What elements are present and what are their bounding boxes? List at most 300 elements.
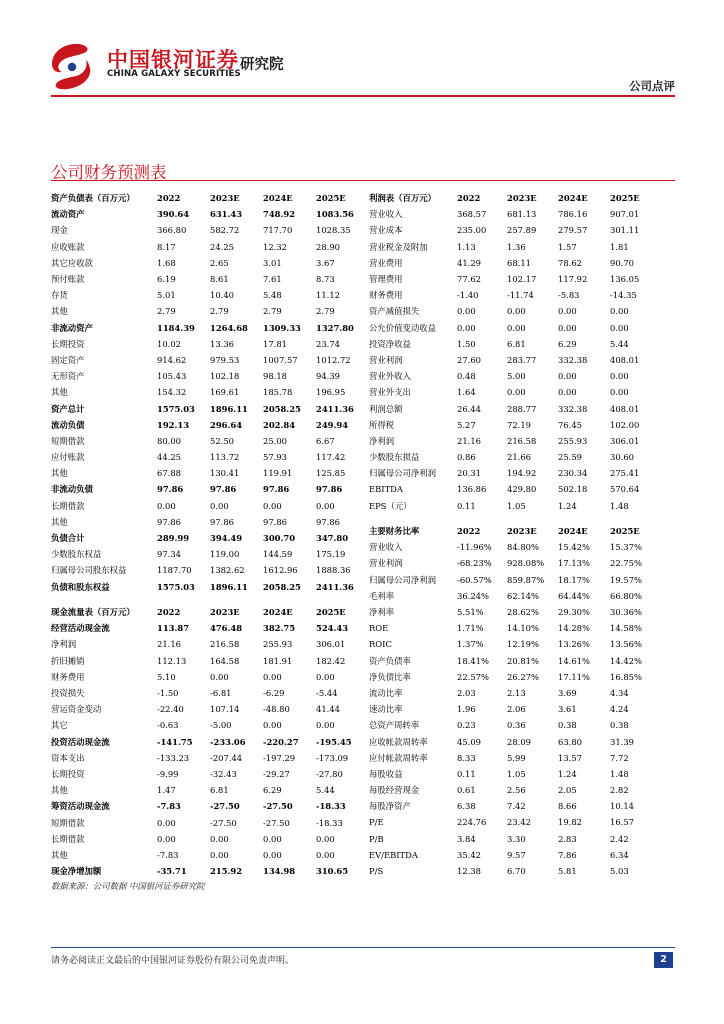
row-label-cell: 投资活动现金流 — [51, 736, 110, 747]
value-cell: 0.00 — [316, 671, 335, 682]
value-cell: 0.00 — [558, 371, 577, 382]
value-cell: 0.00 — [210, 671, 229, 682]
value-cell: 76.45 — [558, 419, 582, 430]
row-label-cell: 财务费用 — [369, 290, 403, 301]
table-row — [51, 368, 373, 384]
row-label-cell: 折旧摊销 — [51, 655, 85, 666]
value-cell: 347.80 — [316, 533, 349, 544]
value-cell: 257.89 — [507, 225, 537, 236]
row-label-cell: 流动资产 — [51, 209, 85, 220]
value-cell: 0.00 — [157, 500, 176, 511]
value-cell: 5.10 — [157, 671, 176, 682]
value-cell: 249.94 — [316, 419, 349, 430]
value-cell: 97.86 — [157, 484, 184, 495]
value-cell: -18.33 — [316, 801, 346, 812]
value-cell: 1.50 — [457, 338, 476, 349]
row-label-cell: 非流动负债 — [51, 484, 93, 495]
row-label-cell: 投资损失 — [51, 688, 85, 699]
table-row — [51, 701, 373, 717]
value-cell: 289.99 — [157, 533, 190, 544]
logo-institute-name: 研究院 — [240, 57, 284, 73]
value-cell: 0.00 — [157, 817, 176, 828]
value-cell: 0.36 — [507, 720, 526, 731]
value-cell: -0.63 — [157, 720, 179, 731]
value-cell: 13.36 — [210, 338, 234, 349]
value-cell: -195.45 — [316, 736, 352, 747]
table-row — [369, 539, 661, 555]
value-cell: 97.34 — [157, 549, 181, 560]
value-cell: 28.90 — [316, 241, 340, 252]
table-row — [51, 620, 373, 636]
row-label-cell: 资产减值损失 — [369, 306, 420, 317]
table-row — [369, 588, 661, 604]
table-row — [51, 685, 373, 701]
value-cell: 12.32 — [263, 241, 287, 252]
value-cell: 26.44 — [457, 403, 481, 414]
value-cell: 36.24% — [457, 590, 489, 601]
table-row — [51, 400, 373, 416]
value-cell: 215.92 — [210, 866, 243, 877]
row-label-cell: 短期借款 — [51, 435, 85, 446]
value-cell: 0.11 — [457, 768, 476, 779]
value-cell: 62.14% — [507, 590, 539, 601]
value-cell: 21.16 — [457, 435, 481, 446]
year-header-cell: 2023E — [210, 193, 240, 204]
value-cell: 0.00 — [210, 500, 229, 511]
value-cell: -6.81 — [210, 688, 232, 699]
row-label-cell: 总资产周转率 — [369, 720, 420, 731]
table-row — [51, 384, 373, 400]
footer-divider — [51, 947, 675, 948]
table-row — [369, 798, 661, 814]
value-cell: 28.09 — [507, 736, 531, 747]
value-cell: 332.38 — [558, 403, 588, 414]
value-cell: 6.67 — [316, 435, 335, 446]
value-cell: 63.80 — [558, 736, 582, 747]
table-row — [51, 433, 373, 449]
value-cell: 570.64 — [610, 484, 640, 495]
cash-flow-table — [51, 604, 373, 879]
table-row — [51, 320, 373, 336]
value-cell: 1612.96 — [263, 565, 298, 576]
value-cell: 97.86 — [316, 516, 340, 527]
value-cell: 0.00 — [558, 387, 577, 398]
year-header-cell: 2023E — [507, 526, 537, 537]
table-header-row — [51, 190, 373, 206]
table-row — [51, 222, 373, 238]
table-title-cell: 资产负债表（百万元） — [51, 193, 135, 204]
value-cell: 117.92 — [558, 274, 588, 285]
value-cell: 97.86 — [210, 516, 234, 527]
value-cell: 631.43 — [210, 209, 243, 220]
value-cell: 41.44 — [316, 704, 340, 715]
value-cell: 72.19 — [507, 419, 531, 430]
table-row — [369, 239, 661, 255]
value-cell: 366.80 — [157, 225, 187, 236]
value-cell: 125.85 — [316, 468, 346, 479]
value-cell: -60.57% — [457, 574, 492, 585]
table-row — [51, 417, 373, 433]
value-cell: 192.13 — [157, 419, 190, 430]
table-row — [51, 814, 373, 830]
table-row — [369, 733, 661, 749]
value-cell: 1.47 — [157, 785, 176, 796]
value-cell: 0.00 — [263, 720, 282, 731]
value-cell: 0.86 — [457, 452, 476, 463]
table-row — [369, 400, 661, 416]
table-title-cell: 利润表（百万元） — [369, 193, 436, 204]
value-cell: 2.79 — [263, 306, 282, 317]
table-row — [369, 717, 661, 733]
row-label-cell: 资本支出 — [51, 752, 85, 763]
row-label-cell: 管理费用 — [369, 274, 403, 285]
value-cell: 2.06 — [507, 704, 526, 715]
table-row — [369, 604, 661, 620]
value-cell: -14.35 — [610, 290, 637, 301]
value-cell: -11.74 — [507, 290, 534, 301]
row-label-cell: 营业外收入 — [369, 371, 411, 382]
value-cell: 8.73 — [316, 274, 335, 285]
row-label-cell: 非流动资产 — [51, 322, 93, 333]
value-cell: 5.27 — [457, 419, 476, 430]
row-label-cell: 每股经营现金 — [369, 785, 420, 796]
table-row — [51, 798, 373, 814]
value-cell: 41.29 — [457, 257, 481, 268]
value-cell: -5.00 — [210, 720, 232, 731]
row-label-cell: 利润总额 — [369, 403, 403, 414]
table-row — [369, 572, 661, 588]
value-cell: -133.23 — [157, 752, 190, 763]
value-cell: 859.87% — [507, 574, 545, 585]
table-row — [51, 271, 373, 287]
table-row — [51, 717, 373, 733]
value-cell: 57.93 — [263, 452, 287, 463]
value-cell: 7.61 — [263, 274, 282, 285]
footer-disclaimer: 请务必阅读正文最后的中国银河证券股份有限公司免责声明。 — [51, 956, 295, 966]
value-cell: 181.91 — [263, 655, 293, 666]
value-cell: 134.98 — [263, 866, 296, 877]
value-cell: 0.00 — [316, 500, 335, 511]
value-cell: 0.00 — [263, 833, 282, 844]
row-label-cell: P/E — [369, 817, 384, 828]
value-cell: 202.84 — [263, 419, 296, 430]
value-cell: 1.05 — [507, 500, 526, 511]
income-statement-table — [369, 190, 661, 514]
row-label-cell: 营业收入 — [369, 209, 403, 220]
value-cell: 0.00 — [316, 720, 335, 731]
table-row — [51, 530, 373, 546]
value-cell: 2411.36 — [316, 581, 354, 592]
row-label-cell: 长期借款 — [51, 833, 85, 844]
value-cell: 502.18 — [558, 484, 588, 495]
value-cell: 717.70 — [263, 225, 293, 236]
value-cell: -7.83 — [157, 849, 179, 860]
value-cell: 30.60 — [610, 452, 634, 463]
value-cell: -22.40 — [157, 704, 184, 715]
row-label-cell: 预付账款 — [51, 274, 85, 285]
table-row — [51, 481, 373, 497]
row-label-cell: 其他 — [51, 516, 68, 527]
value-cell: 194.92 — [507, 468, 537, 479]
row-label-cell: EV/EBITDA — [369, 849, 418, 860]
page-header — [0, 0, 724, 100]
value-cell: 0.00 — [316, 849, 335, 860]
table-row — [51, 734, 373, 750]
table-row — [369, 766, 661, 782]
table-row — [51, 750, 373, 766]
value-cell: 224.76 — [457, 817, 487, 828]
value-cell: 235.00 — [457, 225, 487, 236]
row-label-cell: 流动比率 — [369, 687, 403, 698]
table-row — [369, 555, 661, 571]
row-label-cell: 归属母公司股东权益 — [51, 565, 127, 576]
value-cell: 14.42% — [610, 655, 642, 666]
value-cell: 1184.39 — [157, 322, 195, 333]
value-cell: 5.81 — [558, 866, 577, 877]
value-cell: 21.16 — [157, 639, 181, 650]
value-cell: 22.57% — [457, 671, 489, 682]
value-cell: 5.44 — [316, 785, 335, 796]
value-cell: 102.18 — [210, 371, 240, 382]
value-cell: 19.57% — [610, 574, 642, 585]
value-cell: 748.92 — [263, 209, 296, 220]
value-cell: 0.00 — [610, 387, 629, 398]
value-cell: 182.42 — [316, 655, 346, 666]
value-cell: 154.32 — [157, 387, 187, 398]
value-cell: 68.11 — [507, 257, 531, 268]
value-cell: 84.80% — [507, 542, 539, 553]
row-label-cell: ROE — [369, 623, 389, 634]
row-label-cell: 经营活动现金流 — [51, 623, 110, 634]
table-row — [369, 669, 661, 685]
value-cell: 0.00 — [610, 322, 629, 333]
value-cell: 3.61 — [558, 704, 577, 715]
row-label-cell: 应收账款 — [51, 241, 85, 252]
row-label-cell: 营业利润 — [369, 558, 403, 569]
row-label-cell: 营业收入 — [369, 542, 403, 553]
document-type: 公司点评 — [629, 79, 675, 93]
title-divider — [51, 180, 675, 181]
value-cell: 14.28% — [558, 623, 590, 634]
value-cell: 97.86 — [263, 516, 287, 527]
logo-english-name: CHINA GALAXY SECURITIES — [107, 69, 241, 79]
value-cell: 117.42 — [316, 452, 346, 463]
value-cell: -141.75 — [157, 736, 193, 747]
table-row — [369, 206, 661, 222]
row-label-cell: 长期投资 — [51, 768, 85, 779]
value-cell: 20.81% — [507, 655, 539, 666]
table-row — [51, 653, 373, 669]
value-cell: 30.36% — [610, 607, 642, 618]
value-cell: 2058.25 — [263, 403, 301, 414]
value-cell: 2.82 — [610, 785, 629, 796]
value-cell: 6.29 — [263, 785, 282, 796]
value-cell: 0.00 — [263, 849, 282, 860]
value-cell: 10.40 — [210, 290, 234, 301]
value-cell: 2.42 — [610, 833, 629, 844]
table-title-cell: 现金流量表（百万元） — [51, 607, 135, 618]
value-cell: 169.61 — [210, 387, 240, 398]
row-label-cell: 营运资金变动 — [51, 704, 102, 715]
table-row — [369, 653, 661, 669]
value-cell: 429.80 — [507, 484, 537, 495]
row-label-cell: 其他 — [51, 306, 68, 317]
table-row — [51, 847, 373, 863]
year-header-cell: 2022 — [157, 193, 181, 204]
table-row — [51, 303, 373, 319]
value-cell: 130.41 — [210, 468, 240, 479]
value-cell: -7.83 — [157, 801, 181, 812]
value-cell: 19.82 — [558, 817, 582, 828]
source-note: 数据来源：公司数据 中国银河证券研究院 — [51, 881, 205, 891]
value-cell: 7.86 — [558, 849, 577, 860]
value-cell: 2.83 — [558, 833, 577, 844]
value-cell: 368.57 — [457, 209, 487, 220]
value-cell: 66.80% — [610, 590, 642, 601]
table-row — [51, 206, 373, 222]
row-label-cell: 现金 — [51, 225, 68, 236]
row-label-cell: 筹资活动现金流 — [51, 801, 110, 812]
value-cell: -11.96% — [457, 542, 492, 553]
value-cell: -29.27 — [263, 768, 290, 779]
value-cell: 1.13 — [457, 241, 476, 252]
value-cell: -27.50 — [263, 817, 290, 828]
value-cell: 1.37% — [457, 639, 484, 650]
value-cell: 3.67 — [316, 257, 335, 268]
row-label-cell: ROIC — [369, 639, 392, 650]
value-cell: 11.12 — [316, 290, 340, 301]
value-cell: -1.50 — [157, 688, 179, 699]
value-cell: 0.00 — [610, 371, 629, 382]
row-label-cell: 营业利润 — [369, 354, 403, 365]
value-cell: 77.62 — [457, 274, 481, 285]
row-label-cell: 每股净资产 — [369, 801, 411, 812]
row-label-cell: 流动负债 — [51, 419, 85, 430]
value-cell: 3.30 — [507, 833, 526, 844]
year-header-cell: 2024E — [263, 607, 293, 618]
table-row — [51, 352, 373, 368]
value-cell: 64.44% — [558, 590, 590, 601]
balance-sheet-table — [51, 190, 373, 595]
value-cell: 296.64 — [210, 419, 243, 430]
value-cell: 1.96 — [457, 704, 476, 715]
value-cell: 300.70 — [263, 533, 296, 544]
row-label-cell: 净利润 — [369, 435, 395, 446]
value-cell: 94.39 — [316, 371, 340, 382]
value-cell: 1309.33 — [263, 322, 301, 333]
table-row — [51, 255, 373, 271]
value-cell: 78.62 — [558, 257, 582, 268]
value-cell: 14.61% — [558, 655, 590, 666]
value-cell: -18.33 — [316, 817, 343, 828]
value-cell: 67.88 — [157, 468, 181, 479]
value-cell: 928.08% — [507, 558, 545, 569]
value-cell: 382.75 — [263, 623, 296, 634]
table-row — [369, 750, 661, 766]
value-cell: 97.86 — [157, 516, 181, 527]
value-cell: 279.57 — [558, 225, 588, 236]
value-cell: 4.24 — [610, 704, 629, 715]
value-cell: 5.44 — [610, 338, 629, 349]
value-cell: 113.72 — [210, 452, 240, 463]
value-cell: 5.99 — [507, 752, 526, 763]
value-cell: 1575.03 — [157, 403, 195, 414]
year-header-cell: 2024E — [558, 193, 588, 204]
value-cell: 2.65 — [210, 257, 229, 268]
value-cell: 2.79 — [157, 306, 176, 317]
value-cell: 0.00 — [210, 849, 229, 860]
value-cell: 13.26% — [558, 639, 590, 650]
value-cell: 0.00 — [507, 322, 526, 333]
row-label-cell: 负债和股东权益 — [51, 581, 110, 592]
row-label-cell: 其他 — [51, 468, 68, 479]
value-cell: 6.29 — [558, 338, 577, 349]
value-cell: 17.11% — [558, 671, 590, 682]
value-cell: 8.66 — [558, 801, 577, 812]
table-row — [369, 831, 661, 847]
value-cell: 196.95 — [316, 387, 346, 398]
value-cell: 13.57 — [558, 752, 582, 763]
value-cell: 1187.70 — [157, 565, 192, 576]
value-cell: 6.34 — [610, 849, 629, 860]
value-cell: 12.38 — [457, 866, 481, 877]
year-header-cell: 2025E — [610, 193, 640, 204]
value-cell: 0.38 — [558, 720, 577, 731]
row-label-cell: 其它 — [51, 720, 68, 731]
value-cell: 164.58 — [210, 655, 240, 666]
value-cell: 1896.11 — [210, 581, 248, 592]
year-header-cell: 2025E — [316, 607, 346, 618]
row-label-cell: 短期借款 — [51, 817, 85, 828]
table-row — [369, 255, 661, 271]
value-cell: 1.57 — [558, 241, 577, 252]
section-title: 公司财务预测表 — [51, 163, 167, 182]
value-cell: 1888.36 — [316, 565, 351, 576]
value-cell: 10.02 — [157, 338, 181, 349]
value-cell: 0.38 — [610, 720, 629, 731]
value-cell: 310.65 — [316, 866, 349, 877]
value-cell: 275.41 — [610, 468, 640, 479]
value-cell: 6.81 — [210, 785, 229, 796]
table-row — [51, 514, 373, 530]
row-label-cell: 其他 — [51, 849, 68, 860]
value-cell: -27.50 — [210, 817, 237, 828]
table-row — [51, 782, 373, 798]
table-title-cell: 主要财务比率 — [369, 526, 420, 537]
value-cell: 25.59 — [558, 452, 582, 463]
value-cell: -5.83 — [558, 290, 580, 301]
table-row — [369, 620, 661, 636]
row-label-cell: 少数股东权益 — [51, 549, 102, 560]
value-cell: 22.75% — [610, 558, 642, 569]
row-label-cell: 资产总计 — [51, 403, 85, 414]
row-label-cell: 营业税金及附加 — [369, 241, 428, 252]
year-header-cell: 2025E — [316, 193, 346, 204]
value-cell: 0.00 — [263, 671, 282, 682]
value-cell: 476.48 — [210, 623, 243, 634]
value-cell: -68.23% — [457, 558, 492, 569]
value-cell: 18.41% — [457, 655, 489, 666]
value-cell: 2411.36 — [316, 403, 354, 414]
value-cell: 119.91 — [263, 468, 293, 479]
value-cell: 2.56 — [507, 785, 526, 796]
value-cell: 0.00 — [558, 306, 577, 317]
value-cell: -35.71 — [157, 866, 187, 877]
table-row — [51, 546, 373, 562]
row-label-cell: 毛利率 — [369, 590, 395, 601]
financial-ratios-table — [369, 523, 661, 879]
value-cell: 0.00 — [558, 322, 577, 333]
